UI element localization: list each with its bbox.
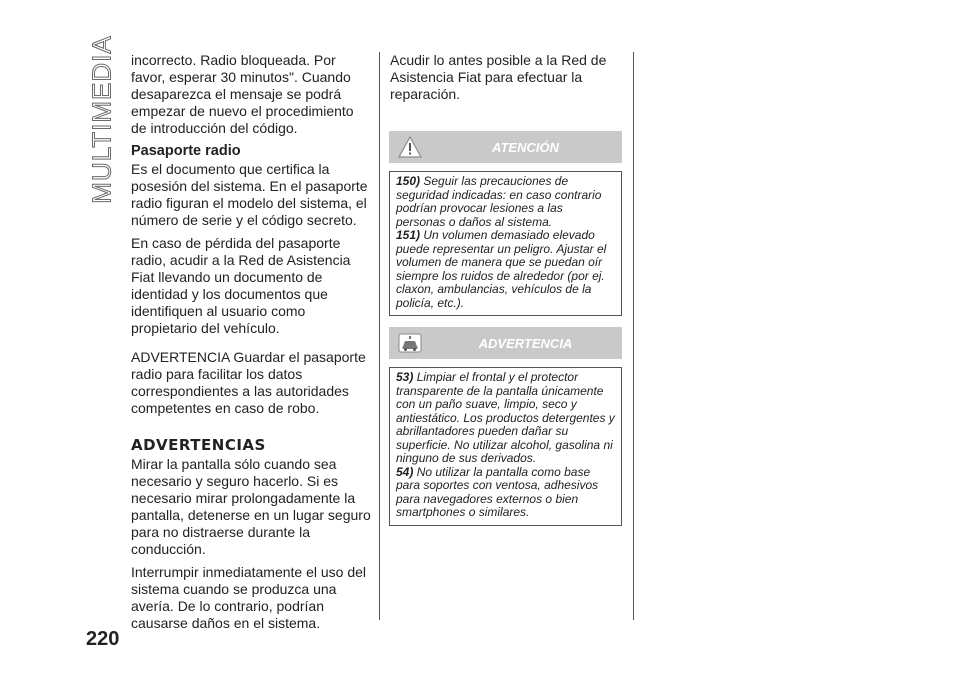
column-left [131,52,371,638]
paragraph: En caso de pérdida del pasaporte radio, acudir a la Red de Asistencia Fiat llevando un documento de identidad y los documentos que identifiquen al usuario como propietario del vehículo. [131,235,351,336]
paragraph: Mirar la pantalla sólo cuando sea necesario y seguro hacerlo. Si es necesario mirar prolongadamente la pantalla, detenerse en un lugar seguro para no distraerse durante la conducción. [131,456,371,557]
warning-title: ADVERTENCIA [478,335,573,351]
car-warning-icon [398,332,422,354]
notice-item-text: Seguir las precauciones de seguridad indicadas: en caso contrario podrían provocar lesiones a las personas o daños al sistema. [396,174,602,229]
notice-item [396,175,615,229]
notice-item-number: 151) [396,228,421,242]
paragraph: Es el documento que certifica la posesión del sistema. En el pasaporte radio figuran el modelo del sistema, el número de serie y el código secreto. [131,161,368,228]
notice-item-text: Un volumen demasiado elevado puede representar un peligro. Ajustar el volumen de manera que se puedan oír siempre los ruidos de alrededor (por ej. claxon, ambulancias, vehículos de la policía, etc.). [396,228,607,310]
attention-notice [389,131,622,316]
heading-warnings: ADVERTENCIAS [131,436,266,454]
warning-triangle-icon [398,136,422,158]
notice-item-number: 54) [396,464,414,479]
notice-item-text: No utilizar la pantalla como base para soportes con ventosa, adhesivos para navegadores externos o bien smartphones o similares. [396,464,599,519]
notice-item [396,371,615,466]
warning-notice [389,327,622,526]
section-title: MULTIMEDIA [86,35,117,204]
paragraph-advertencia: ADVERTENCIA Guardar el pasaporte radio para facilitar los datos correspondientes a las autoridades competentes en caso de robo. [131,349,366,416]
warning-box [389,367,622,526]
column-divider [379,52,380,620]
column-divider [633,52,634,620]
column-middle [390,52,625,109]
warning-header [389,327,622,359]
attention-header [389,131,622,163]
paragraph: Interrumpir inmediatamente el uso del sistema cuando se produzca una avería. De lo contrario, podrían causarse daños en el sistema. [131,564,367,631]
heading-radio-passport: Pasaporte radio [131,143,241,159]
notice-item [396,229,615,310]
attention-title: ATENCIÓN [492,139,559,155]
notice-item-text: Limpiar el frontal y el protector transparente de la pantalla únicamente con un paño suave, limpio, seco y antiestático. Los productos detergentes y abrillantadores pueden dañar su superficie. No utilizar alcohol, gasolina ni ninguno de sus derivados. [396,370,615,465]
paragraph: incorrecto. Radio bloqueada. Por favor, esperar 30 minutos". Cuando desaparezca el mensaje se podrá empezar de nuevo el procedimiento de introducción del código. [131,52,354,136]
notice-item [396,466,615,520]
notice-item-number: 53) [396,370,414,384]
paragraph: Acudir lo antes posible a la Red de Asistencia Fiat para efectuar la reparación. [390,52,607,102]
attention-box [389,171,622,316]
page-number: 220 [86,628,120,650]
notice-item-number: 150) [396,174,421,188]
